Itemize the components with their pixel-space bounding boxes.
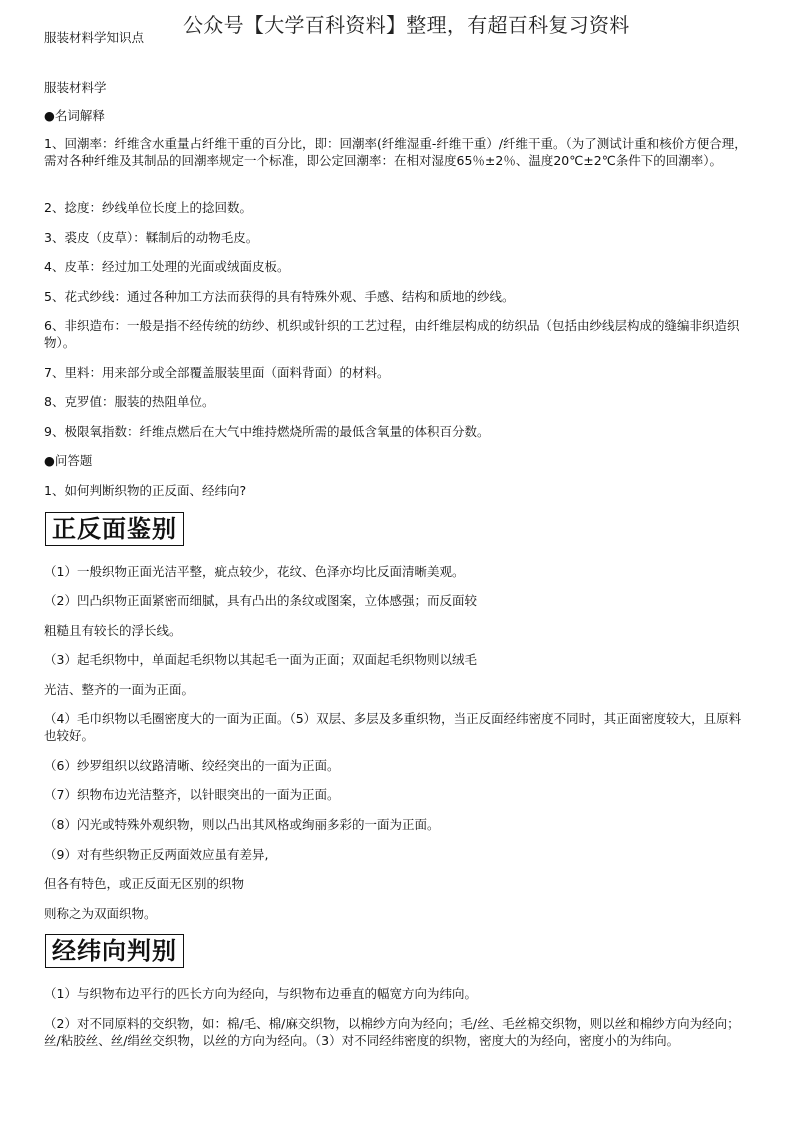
face-item: （4）毛巾织物以毛圈密度大的一面为正面。（5）双层、多层及多重织物，当正反面经纬密度不同时，其正面密度较大，且原料也较好。 bbox=[44, 711, 742, 743]
subject-title: 服装材料学 bbox=[44, 80, 107, 95]
document-title: 服装材料学知识点 bbox=[44, 30, 145, 45]
term-item: 7、里料：用来部分或全部覆盖服装里面（面料背面）的材料。 bbox=[44, 365, 390, 380]
term-item: 2、捻度：纱线单位长度上的捻回数。 bbox=[44, 200, 252, 215]
question-title: 1、如何判断织物的正反面、经纬向? bbox=[44, 483, 247, 498]
face-item: （3）起毛织物中，单面起毛织物以其起毛一面为正面；双面起毛织物则以绒毛 bbox=[44, 652, 477, 667]
face-item: （9）对有些织物正反两面效应虽有差异, bbox=[44, 847, 269, 862]
term-item: 4、皮革：经过加工处理的光面或绒面皮板。 bbox=[44, 259, 290, 274]
face-item: 光洁、整齐的一面为正面。 bbox=[44, 682, 195, 697]
term-item: 9、极限氧指数：纤维点燃后在大气中维持燃烧所需的最低含氧量的体积百分数。 bbox=[44, 424, 490, 439]
boxed-heading-grain: 经纬向判别 bbox=[45, 934, 184, 968]
term-item: 8、克罗值：服装的热阻单位。 bbox=[44, 394, 215, 409]
face-item: （8）闪光或特殊外观织物，则以凸出其风格或绚丽多彩的一面为正面。 bbox=[44, 817, 440, 832]
term-item: 3、裘皮（皮草）：鞣制后的动物毛皮。 bbox=[44, 230, 259, 245]
section-heading-qa: ●问答题 bbox=[44, 453, 93, 468]
watermark-banner: 公众号【大学百科资料】整理，有超百科复习资料 bbox=[183, 13, 630, 37]
face-item: （7）织物布边光洁整齐，以针眼突出的一面为正面。 bbox=[44, 787, 340, 802]
term-item: 5、花式纱线：通过各种加工方法而获得的具有特殊外观、手感、结构和质地的纱线。 bbox=[44, 289, 515, 304]
grain-item: （2）对不同原料的交织物，如：棉/毛、棉/麻交织物，以棉纱方向为经向；毛/丝、毛丝棉交织物，则以丝和棉纱方向为经向；丝/粘胶丝、丝/绢丝交织物，以丝的方向为经向。（3）对不同经纬密度的织物，密度大的为经向，密度小的为纬向。 bbox=[44, 1016, 740, 1048]
face-item: 则称之为双面织物。 bbox=[44, 906, 157, 921]
face-item: 粗糙且有较长的浮长线。 bbox=[44, 623, 182, 638]
face-item: （6）纱罗组织以纹路清晰、绞经突出的一面为正面。 bbox=[44, 758, 340, 773]
face-item: 但各有特色，或正反面无区别的织物 bbox=[44, 876, 245, 891]
face-item: （1）一般织物正面光洁平整，疵点较少，花纹、色泽亦均比反面清晰美观。 bbox=[44, 564, 465, 579]
section-heading-terms: ●名词解释 bbox=[44, 108, 105, 123]
face-item: （2）凹凸织物正面紧密而细腻，具有凸出的条纹或图案，立体感强；而反面较 bbox=[44, 593, 477, 608]
term-item: 1、回潮率：纤维含水重量占纤维干重的百分比，即：回潮率(纤维湿重-纤维干重）/纤维干重。（为了测试计重和核价方便合理，需对各种纤维及其制品的回潮率规定一个标准，即公定回潮率：在相对湿度65％±2％、温度20℃±2℃条件下的回潮率）。 bbox=[44, 136, 747, 168]
grain-item: （1）与织物布边平行的匹长方向为经向，与织物布边垂直的幅宽方向为纬向。 bbox=[44, 986, 477, 1001]
boxed-heading-face: 正反面鉴别 bbox=[45, 512, 184, 546]
term-item: 6、非织造布：一般是指不经传统的纺纱、机织或针织的工艺过程，由纤维层构成的纺织品（包括由纱线层构成的缝编非织造织物）。 bbox=[44, 318, 740, 350]
